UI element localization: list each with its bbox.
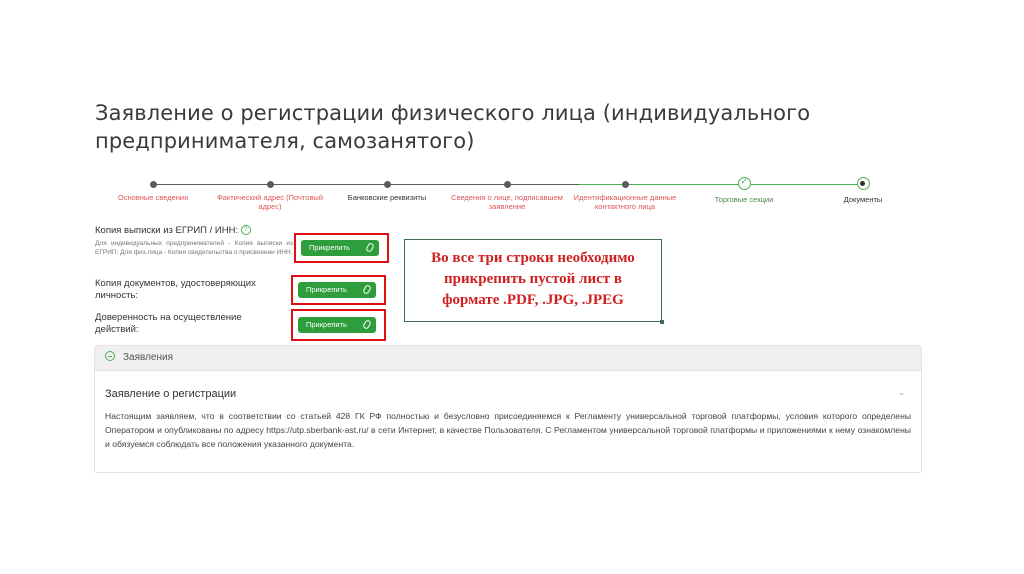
step-label: Банковские реквизиты (347, 193, 427, 202)
statements-panel-header[interactable]: Заявления (95, 346, 921, 371)
step-documents[interactable] (798, 176, 928, 204)
paperclip-icon (362, 319, 372, 330)
step-main-info[interactable] (88, 176, 218, 202)
attach-button-identity[interactable]: Прикрепить (298, 282, 376, 298)
page-title: Заявление о регистрации физического лица (индивидуального предпринимателя, самозанятого) (95, 101, 811, 153)
attach-button-egrip[interactable]: Прикрепить (301, 240, 379, 256)
step-label: Основные сведения (117, 193, 189, 202)
step-dot (150, 181, 157, 188)
step-dot (504, 181, 511, 188)
step-label: Торговые секции (714, 195, 774, 204)
step-trade-sections[interactable] (679, 176, 809, 204)
note-line: Во все три строки необходимо (431, 250, 635, 266)
attach-highlight-identity (291, 275, 386, 305)
current-step-icon (857, 177, 870, 190)
collapse-icon[interactable] (105, 351, 115, 361)
step-label: Фактический адрес (Почтовый адрес) (216, 193, 324, 211)
step-dot (267, 181, 274, 188)
attach-highlight-power-of-attorney (291, 309, 386, 341)
step-label: Идентификационные данные контактного лица (573, 193, 677, 211)
instruction-note (404, 239, 662, 322)
step-actual-address[interactable] (205, 176, 335, 211)
step-label: Документы (843, 195, 883, 204)
doc-label-egrip: Копия выписки из ЕГРИП / ИНН: ? (95, 225, 295, 237)
help-icon[interactable]: ? (241, 225, 251, 235)
step-dot (384, 181, 391, 188)
progress-stepper (93, 176, 925, 216)
doc-hint-egrip: Для индивидуальных предпринимателей - Копия выписки из ЕГРИП; Для физ.лица - Копия свидетельства о присвоении ИНН. (95, 240, 293, 256)
paperclip-icon (362, 284, 372, 295)
step-contact-person[interactable] (560, 176, 690, 211)
note-line: прикрепить пустой лист в (444, 271, 622, 287)
step-bank-details[interactable] (322, 176, 452, 202)
step-label: Сведения о лице, подписавшем заявление (451, 193, 563, 211)
note-line: формате .PDF, .JPG, .JPEG (442, 292, 624, 308)
attach-highlight-egrip (294, 233, 389, 263)
check-icon: ✓ (738, 177, 751, 190)
resize-handle (660, 320, 664, 324)
registration-statement-text: Настоящим заявляем, что в соответствии со статьей 428 ГК РФ полностью и безусловно присоединяемся к Регламенту универсальной торговой платформы, условия которого определены Оператором и опубликованы по адресу https://utp.sberbank-ast.ru/ в сети Интернет, в качестве Пользователя. С Регламентом универсальной торговой платформы и приложениями к нему ознакомлены и обязуемся соблюдать все положения указанного документа. (105, 411, 911, 449)
chevron-down-icon[interactable]: ⌄ (898, 388, 905, 397)
statements-panel (94, 345, 922, 473)
step-signer-info[interactable] (442, 176, 572, 211)
doc-label-power-of-attorney: Доверенность на осуществление действий: (95, 312, 242, 335)
registration-statement-title[interactable]: Заявление о регистрации (105, 388, 237, 400)
step-dot (622, 181, 629, 188)
paperclip-icon (365, 242, 375, 253)
attach-button-power-of-attorney[interactable]: Прикрепить (298, 317, 376, 333)
doc-label-identity: Копия документов, удостоверяющих личность: (95, 278, 256, 301)
